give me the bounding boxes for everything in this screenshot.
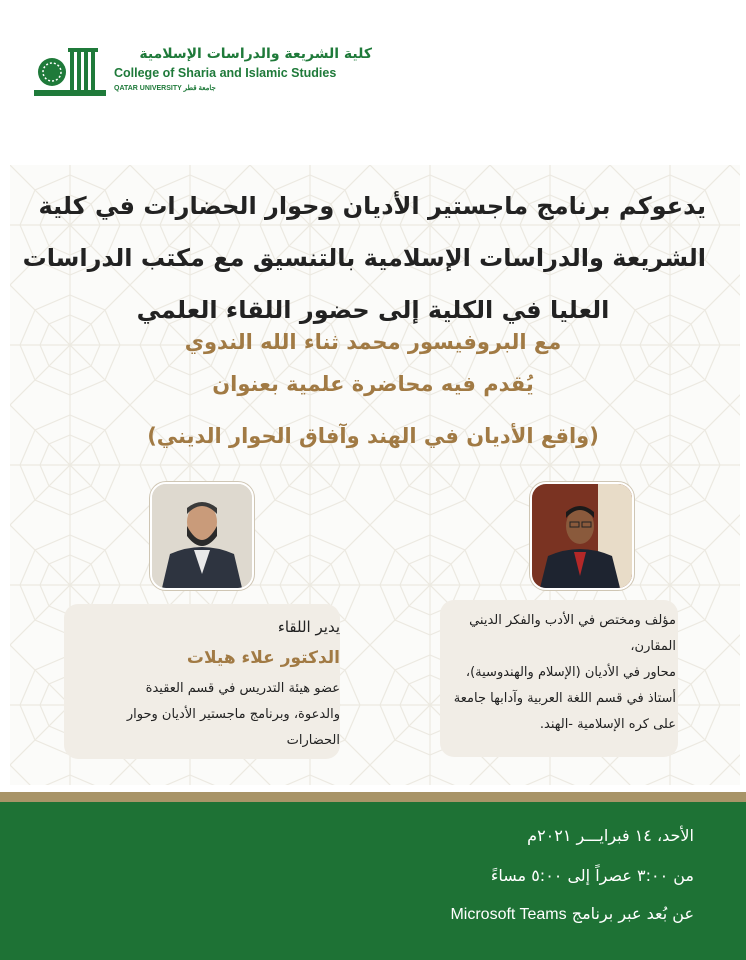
speaker-bio-line: على كره الإسلامية -الهند. xyxy=(539,717,676,732)
speaker-photo xyxy=(530,482,634,590)
speaker-bio-line: مؤلف ومختص في الأدب والفكر الديني xyxy=(469,613,676,628)
moderator-bio-line: والدعوة، وبرنامج ماجستير الأديان وحوار xyxy=(126,707,340,722)
guest-speaker-line: مع البروفيسور محمد ثناء الله الندوي xyxy=(184,330,562,354)
lecture-title: (واقع الأديان في الهند وآفاق الحوار الديني) xyxy=(147,424,599,448)
event-date: الأحد، ١٤ فبرايـــر ٢٠٢١م xyxy=(527,826,694,845)
invitation-line: الشريعة والدراسات الإسلامية بالتنسيق مع مكتب الدراسات xyxy=(22,244,706,272)
moderator-bio-line: الحضارات xyxy=(286,733,340,748)
speaker-bio-line: المقارن، xyxy=(630,639,676,654)
moderator-bio-line: عضو هيئة التدريس في قسم العقيدة xyxy=(145,681,340,696)
moderator-portrait-icon xyxy=(152,484,252,588)
presents-line: يُقدم فيه محاضرة علمية بعنوان xyxy=(212,372,534,396)
college-logo-icon xyxy=(32,44,108,100)
college-name-english: College of Sharia and Islamic Studies xyxy=(114,66,337,80)
speaker-portrait-icon xyxy=(532,484,632,588)
invitation-text xyxy=(22,180,706,336)
speaker-bio-line: أستاذ في قسم اللغة العربية وآدابها جامعة xyxy=(453,691,676,706)
event-time: من ٣:٠٠ عصراً إلى ٥:٠٠ مساءً xyxy=(490,866,694,885)
college-header xyxy=(32,44,372,100)
college-name-arabic: كلية الشريعة والدراسات الإسلامية xyxy=(139,46,372,62)
moderator-bio xyxy=(74,676,340,754)
moderator-photo xyxy=(150,482,254,590)
invitation-line: العليا في الكلية إلى حضور اللقاء العلمي xyxy=(136,296,610,324)
moderator-name: الدكتور علاء هيلات xyxy=(186,648,340,668)
platform-name: Microsoft Teams xyxy=(450,906,567,923)
moderator-role-label: يدير اللقاء xyxy=(277,618,340,636)
speaker-bio-line: محاور في الأديان (الإسلام والهندوسية)، xyxy=(465,665,676,680)
university-name: QATAR UNIVERSITY جامعة قطر xyxy=(114,85,216,92)
invitation-line: يدعوكم برنامج ماجستير الأديان وحوار الحضارات في كلية xyxy=(38,192,706,220)
speaker-bio xyxy=(446,608,676,738)
event-platform xyxy=(194,904,694,924)
platform-prefix: عن بُعد عبر برنامج xyxy=(571,904,694,923)
gold-divider xyxy=(0,792,746,802)
